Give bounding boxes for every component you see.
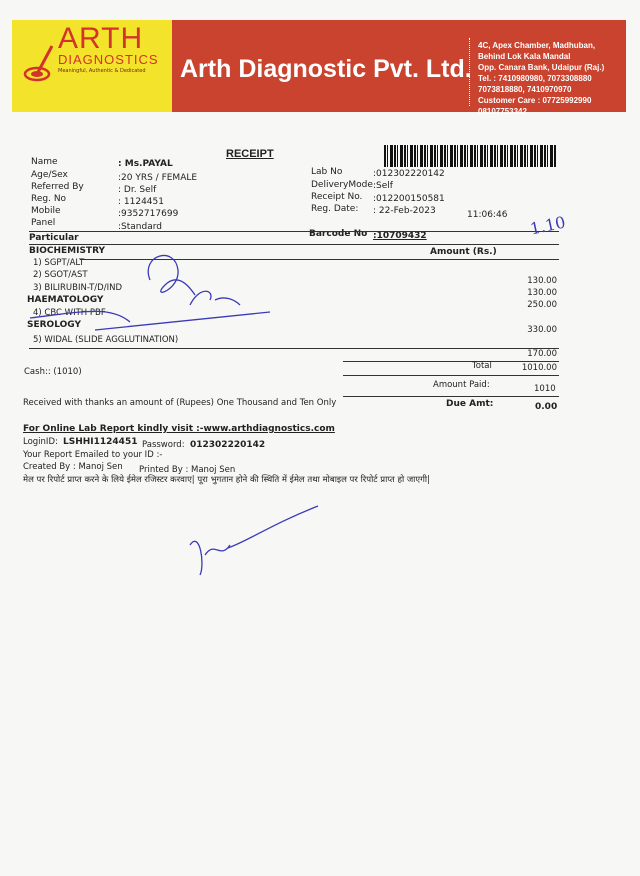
login-label: LoginID:: [23, 437, 58, 447]
receiptno-label: Receipt No.: [311, 192, 363, 202]
test-row: 2) SGOT/AST: [33, 270, 88, 280]
amount-cell: 170.00: [527, 349, 557, 359]
age-label: Age/Sex: [31, 170, 68, 180]
password-value: 012302220142: [190, 440, 266, 450]
logo-tagline: Meaningful, Authentic & Dedicated: [58, 68, 146, 74]
test-row: 4) CBC WITH PBF: [33, 308, 106, 318]
regdate-value: : 22-Feb-2023: [373, 206, 436, 216]
referred-value: : Dr. Self: [118, 185, 157, 195]
lab-label: Lab No: [311, 167, 343, 177]
printed-by: Printed By : Manoj Sen: [139, 465, 236, 475]
mobile-label: Mobile: [31, 206, 61, 216]
delivery-value: :Self: [373, 181, 393, 191]
company-address: 4C, Apex Chamber, Madhuban, Behind Lok Kala Mandal Opp. Canara Bank, Udaipur (Raj.) Tel. : 7410980980, 7073308880 7073818880, 7410970970 Customer Care : 07725992990 08107753342: [478, 41, 605, 116]
paid-value: 1010: [534, 384, 556, 394]
mobile-value: :9352717699: [118, 209, 179, 219]
amount-cell: 330.00: [527, 325, 557, 335]
col-particular: Particular: [29, 233, 79, 243]
online-report-text: For Online Lab Report kindly visit :-www.arthdiagnostics.com: [23, 424, 335, 434]
amount-cell: 130.00: [527, 276, 557, 286]
name-label: Name: [31, 157, 58, 167]
reg-value: : 1124451: [118, 197, 164, 207]
lab-value: :012302220142: [373, 169, 445, 179]
barcode-value: :10709432: [373, 231, 427, 241]
logo-arth-text: ARTH: [58, 22, 144, 55]
test-row: 1) SGPT/ALT: [33, 258, 85, 268]
company-name: Arth Diagnostic Pvt. Ltd.: [180, 55, 472, 83]
regtime-value: 11:06:46: [467, 210, 508, 220]
login-value: LSHHI1124451: [63, 437, 138, 447]
received-text: Received with thanks an amount of (Rupees) One Thousand and Ten Only: [23, 398, 337, 408]
test-row: 3) BILIRUBIN-T/D/IND: [33, 283, 122, 293]
referred-label: Referred By: [31, 182, 84, 192]
section-biochemistry: BIOCHEMISTRY: [29, 246, 106, 256]
hindi-note: मेल पर रिपोर्ट प्राप्त करने के लिये ईमेल रजिस्टर करवाए| पूरा भुगतान होने की स्थिति में ईमेल तथा मोबाइल पर रिपोर्ट प्राप्त हो जाएगी|: [23, 475, 430, 485]
panel-value: :Standard: [118, 222, 162, 232]
amount-cell: 250.00: [527, 300, 557, 310]
amount-cell: 130.00: [527, 288, 557, 298]
receipt-title: RECEIPT: [226, 148, 274, 160]
col-amount: Amount (Rs.): [430, 247, 497, 257]
barcode-label: Barcode No: [309, 229, 368, 239]
panel-label: Panel: [31, 218, 56, 228]
section-haematology: HAEMATOLOGY: [27, 295, 104, 305]
regdate-label: Reg. Date:: [311, 204, 359, 214]
created-by: Created By : Manoj Sen: [23, 462, 123, 472]
delivery-label: DeliveryMode: [311, 180, 373, 190]
password-label: Password:: [142, 440, 185, 450]
receiptno-value: :012200150581: [373, 194, 445, 204]
reg-label: Reg. No: [31, 194, 67, 204]
logo-diagnostics-text: DIAGNOSTICS: [58, 52, 159, 67]
total-label: Total: [472, 361, 492, 371]
emailed-text: Your Report Emailed to your ID :-: [23, 450, 163, 460]
total-value: 1010.00: [521, 363, 557, 373]
name-value: : Ms.PAYAL: [118, 159, 173, 169]
paid-label: Amount Paid:: [433, 380, 490, 390]
due-value: 0.00: [535, 402, 558, 412]
due-label: Due Amt:: [446, 399, 494, 409]
cash-text: Cash:: (1010): [24, 367, 82, 377]
handwritten-mark: 1.10: [528, 212, 568, 239]
age-value: :20 YRS / FEMALE: [118, 173, 198, 183]
test-row: 5) WIDAL (SLIDE AGGLUTINATION): [33, 335, 179, 345]
section-serology: SEROLOGY: [27, 320, 81, 330]
